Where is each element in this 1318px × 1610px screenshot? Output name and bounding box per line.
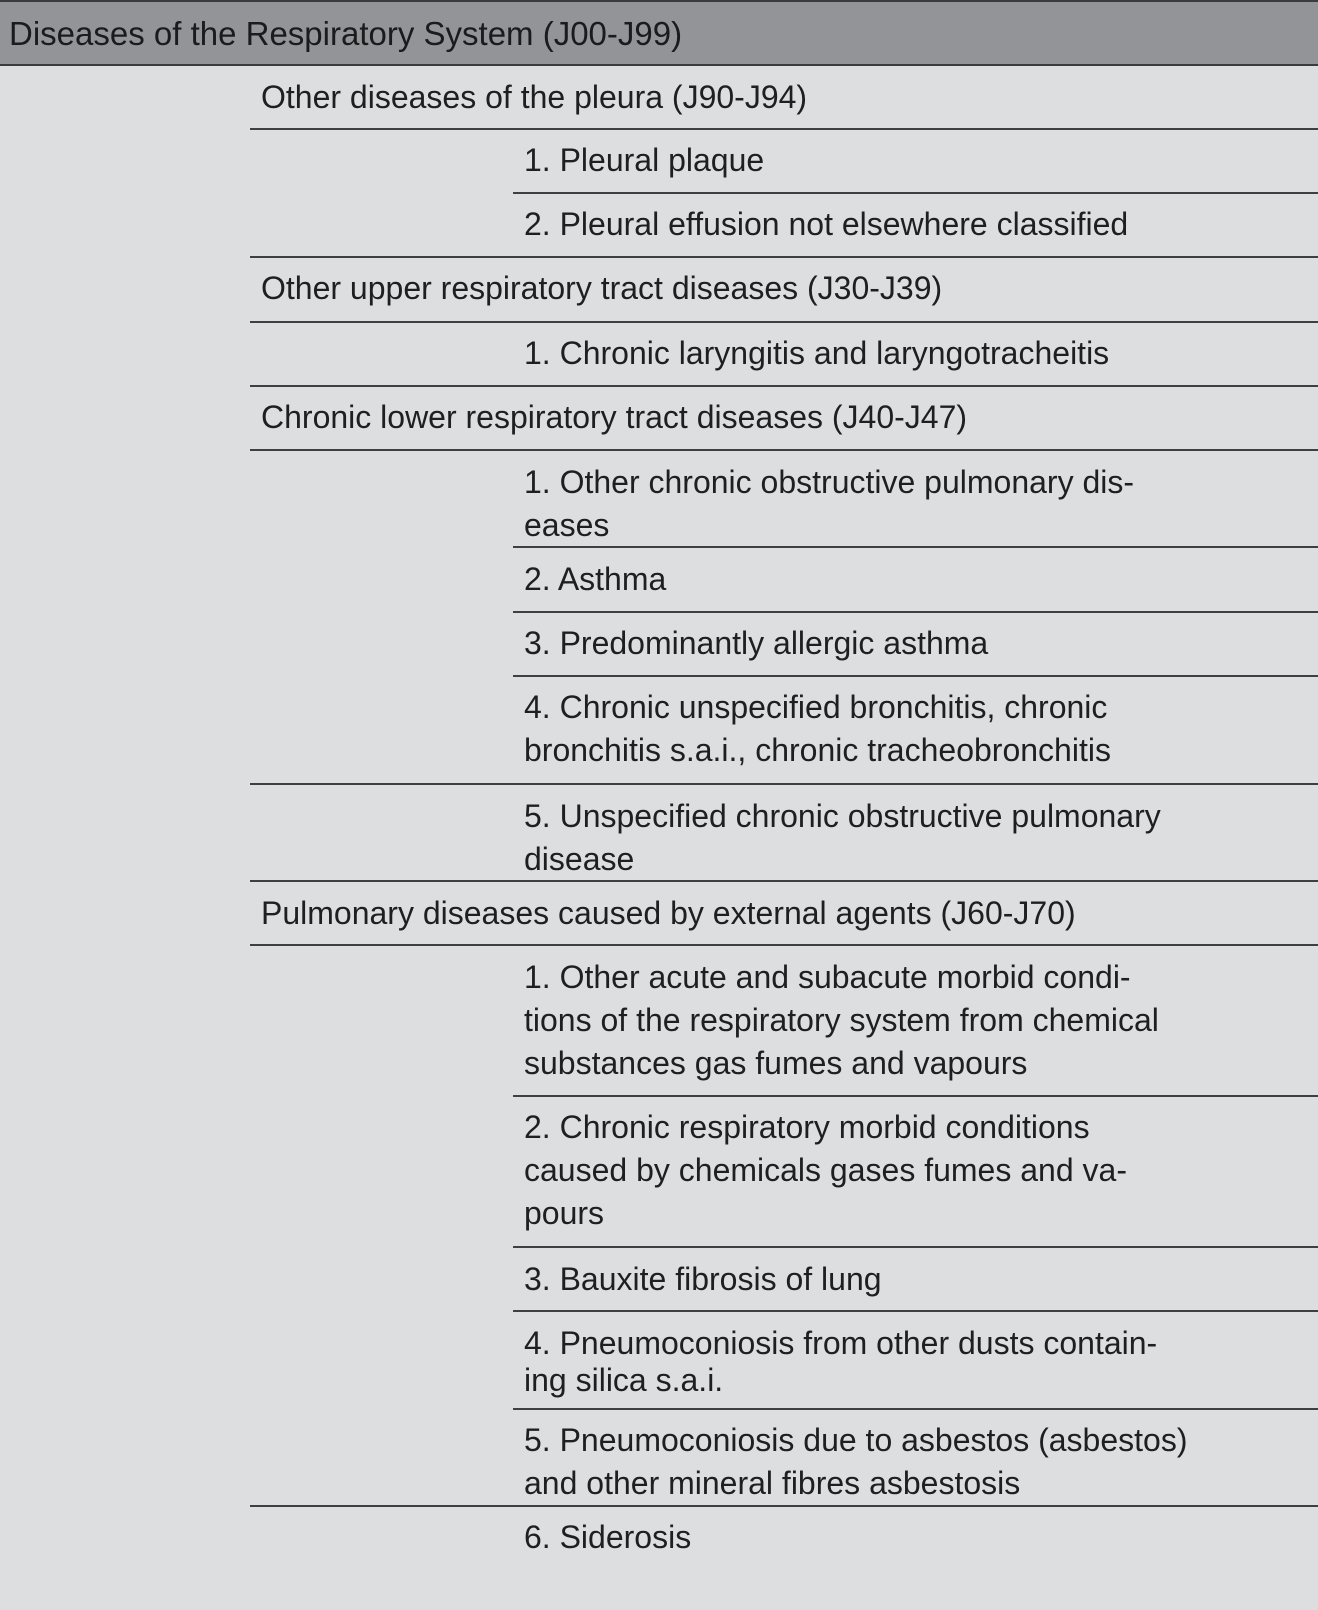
list-item: [513, 1097, 1318, 1247]
group-heading-row: [250, 66, 1318, 129]
list-item: [513, 1410, 1318, 1506]
table-title: Diseases of the Respiratory System (J00-J99): [9, 15, 683, 52]
item-text-line: 4. Pneumoconiosis from other dusts contain-: [524, 1325, 1158, 1361]
list-item: [513, 323, 1318, 386]
list-item: [513, 451, 1318, 547]
group-title: Chronic lower respiratory tract diseases (J40-J47): [261, 399, 968, 435]
group-heading-row: [250, 387, 1318, 450]
list-item: [513, 946, 1318, 1096]
item-text-line: disease: [524, 841, 635, 877]
item-text: 1. Chronic laryngitis and laryngotracheitis: [524, 335, 1110, 371]
item-text-line: eases: [524, 507, 610, 543]
item-text-line: bronchitis s.a.i., chronic tracheobronchitis: [524, 732, 1111, 768]
group-title: Other upper respiratory tract diseases (J30-J39): [261, 270, 943, 306]
item-text-line: tions of the respiratory system from chemical: [524, 1002, 1159, 1038]
list-item: [513, 194, 1318, 257]
list-item: [513, 785, 1318, 881]
item-text-line: ing silica s.a.i.: [524, 1362, 724, 1398]
item-text-line: 5. Unspecified chronic obstructive pulmonary: [524, 798, 1161, 834]
group-title: Pulmonary diseases caused by external agents (J60-J70): [261, 895, 1076, 931]
item-text: 6. Siderosis: [524, 1519, 692, 1555]
item-text-line: substances gas fumes and vapours: [524, 1045, 1028, 1081]
list-item: [513, 1248, 1318, 1311]
group-heading-row: [250, 258, 1318, 322]
list-item: [513, 130, 1318, 193]
item-text: 3. Bauxite fibrosis of lung: [524, 1261, 882, 1297]
item-text: 2. Asthma: [524, 561, 667, 597]
item-text-line: 2. Chronic respiratory morbid conditions: [524, 1109, 1090, 1145]
group-title: Other diseases of the pleura (J90-J94): [261, 79, 808, 115]
list-item: [513, 1507, 1318, 1610]
item-text-line: and other mineral fibres asbestosis: [524, 1465, 1021, 1501]
item-text-line: 1. Other acute and subacute morbid condi-: [524, 959, 1131, 995]
item-text-line: 1. Other chronic obstructive pulmonary dis-: [524, 464, 1135, 500]
item-text: 1. Pleural plaque: [524, 142, 765, 178]
item-text-line: pours: [524, 1195, 605, 1231]
item-text: 3. Predominantly allergic asthma: [524, 625, 989, 661]
item-text-line: 4. Chronic unspecified bronchitis, chronic: [524, 689, 1108, 725]
table-header: [0, 0, 1318, 66]
group-heading-row: [250, 882, 1318, 945]
list-item: [513, 548, 1318, 612]
item-text-line: 5. Pneumoconiosis due to asbestos (asbestos): [524, 1422, 1188, 1458]
list-item: [513, 677, 1318, 784]
list-item: [513, 613, 1318, 676]
item-text-line: caused by chemicals gases fumes and va-: [524, 1152, 1127, 1188]
item-text: 2. Pleural effusion not elsewhere classified: [524, 206, 1129, 242]
list-item: [513, 1312, 1318, 1409]
